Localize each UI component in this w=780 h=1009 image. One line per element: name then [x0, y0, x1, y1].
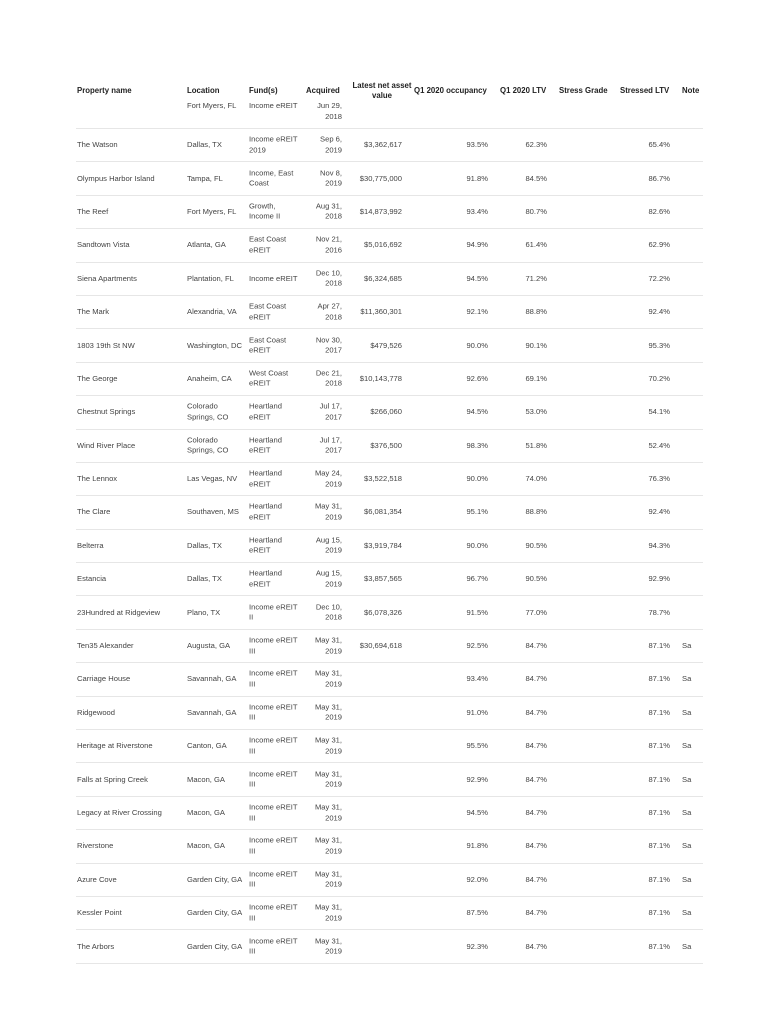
acquired-cell: May 31, 2019: [314, 835, 342, 856]
stressed-ltv-cell: 62.9%: [648, 240, 670, 250]
net-asset-value-cell: $10,143,778: [359, 373, 402, 383]
stressed-ltv-cell: 95.3%: [648, 340, 670, 350]
net-asset-value-cell: $14,873,992: [359, 206, 402, 216]
header-stress-grade: Stress Grade: [559, 86, 608, 95]
stressed-ltv-cell: 94.3%: [648, 540, 670, 550]
acquired-cell: Jul 17, 2017: [319, 401, 342, 422]
note-cell: Sa: [682, 740, 692, 750]
property-name-cell: Legacy at River Crossing: [77, 807, 162, 817]
stressed-ltv-cell: 92.4%: [648, 507, 670, 517]
occupancy-cell: 91.8%: [466, 841, 488, 851]
property-name-cell: Estancia: [77, 574, 107, 584]
note-cell: Sa: [682, 874, 692, 884]
acquired-cell: Jun 29, 2018: [317, 101, 342, 121]
table-row: [76, 596, 703, 629]
table-row: [76, 162, 703, 195]
funds-cell: Income eREIT III: [249, 869, 298, 889]
property-name-cell: Ten35 Alexander: [77, 640, 134, 650]
ltv-cell: 84.7%: [525, 774, 547, 784]
ltv-cell: 80.7%: [525, 206, 547, 216]
table-row: [76, 797, 703, 830]
occupancy-cell: 87.5%: [466, 907, 488, 917]
ltv-cell: 84.7%: [525, 941, 547, 951]
location-cell: Fort Myers, FL: [187, 206, 237, 216]
location-cell: Southaven, MS: [187, 507, 239, 517]
occupancy-cell: 93.4%: [466, 206, 488, 216]
net-asset-value-cell: $266,060: [370, 407, 402, 417]
acquired-cell: May 31, 2019: [314, 501, 342, 522]
funds-cell: Income eREIT II: [249, 602, 298, 622]
table-row: [76, 730, 703, 763]
occupancy-cell: 92.5%: [466, 640, 488, 650]
funds-cell: Income eREIT III: [249, 668, 298, 689]
table-row: [76, 563, 703, 596]
funds-cell: Income eREIT III: [249, 802, 298, 822]
header-occupancy: Q1 2020 occupancy: [414, 86, 487, 95]
ltv-cell: 90.5%: [525, 574, 547, 584]
net-asset-value-cell: $11,360,301: [360, 306, 402, 316]
stressed-ltv-cell: 87.1%: [648, 740, 670, 750]
net-asset-value-cell: $6,078,326: [363, 607, 402, 617]
property-name-cell: Siena Apartments: [77, 273, 137, 283]
occupancy-cell: 93.4%: [466, 674, 488, 684]
location-cell: Tampa, FL: [187, 173, 223, 183]
property-name-cell: Sandtown Vista: [77, 240, 130, 250]
net-asset-value-cell: $30,775,000: [359, 173, 402, 183]
note-cell: Sa: [682, 640, 692, 650]
location-cell: Las Vegas, NV: [187, 473, 238, 483]
table-row: [76, 830, 703, 863]
ltv-cell: 84.7%: [525, 807, 547, 817]
table-row: [76, 196, 703, 229]
acquired-cell: Aug 31, 2018: [315, 201, 342, 221]
property-name-cell: The George: [77, 373, 118, 383]
acquired-cell: Nov 30, 2017: [315, 335, 342, 355]
header-net-asset-value: Latest net asset value: [352, 81, 412, 100]
funds-cell: Income eREIT III: [249, 902, 298, 923]
table-row: [76, 630, 703, 663]
stressed-ltv-cell: 87.1%: [648, 874, 670, 884]
location-cell: Macon, GA: [187, 774, 225, 784]
property-name-cell: The Arbors: [77, 941, 115, 951]
ltv-cell: 84.7%: [525, 674, 547, 684]
stressed-ltv-cell: 52.4%: [648, 440, 670, 450]
location-cell: Plano, TX: [187, 607, 221, 617]
funds-cell: Income, East Coast: [249, 168, 294, 188]
stressed-ltv-cell: 92.9%: [648, 574, 670, 584]
table-row: [76, 697, 703, 730]
acquired-cell: Dec 10, 2018: [315, 268, 342, 288]
table-row: [76, 530, 703, 563]
occupancy-cell: 95.1%: [466, 507, 488, 517]
location-cell: Savannah, GA: [187, 707, 237, 717]
stressed-ltv-cell: 87.1%: [648, 941, 670, 951]
property-name-cell: 23Hundred at Ridgeview: [77, 607, 161, 617]
occupancy-cell: 94.5%: [466, 407, 488, 417]
stressed-ltv-cell: 87.1%: [648, 841, 670, 851]
occupancy-cell: 92.0%: [466, 874, 488, 884]
note-cell: Sa: [682, 774, 692, 784]
header-note: Note: [682, 86, 700, 95]
funds-cell: Heartland eREIT: [249, 401, 282, 422]
property-name-cell: The Mark: [77, 306, 110, 316]
location-cell: Augusta, GA: [187, 640, 231, 650]
ltv-cell: 71.2%: [525, 273, 547, 283]
stressed-ltv-cell: 87.1%: [648, 774, 670, 784]
funds-cell: East Coast eREIT: [249, 335, 287, 355]
header-ltv: Q1 2020 LTV: [500, 86, 547, 95]
note-cell: Sa: [682, 674, 692, 684]
location-cell: Garden City, GA: [187, 874, 243, 884]
table-row: [76, 864, 703, 897]
acquired-cell: Nov 21, 2016: [315, 234, 342, 255]
property-name-cell: Kessler Point: [77, 907, 122, 917]
occupancy-cell: 90.0%: [466, 473, 488, 483]
ltv-cell: 88.8%: [525, 306, 547, 316]
location-cell: Washington, DC: [187, 340, 243, 350]
ltv-cell: 51.8%: [525, 440, 547, 450]
occupancy-cell: 94.9%: [466, 240, 488, 250]
property-name-cell: Riverstone: [77, 841, 114, 851]
property-table: [76, 73, 703, 964]
funds-cell: East Coast eREIT: [249, 234, 287, 255]
table-row: [76, 296, 703, 329]
property-name-cell: Azure Cove: [77, 874, 117, 884]
table-row: [76, 263, 703, 296]
location-cell: Macon, GA: [187, 841, 225, 851]
table-row: [76, 496, 703, 529]
acquired-cell: Nov 8, 2019: [320, 168, 342, 188]
funds-cell: Income eREIT III: [249, 702, 298, 722]
location-cell: Dallas, TX: [187, 540, 222, 550]
funds-cell: Heartland eREIT: [249, 501, 282, 522]
net-asset-value-cell: $376,500: [370, 440, 402, 450]
table-row: [76, 463, 703, 496]
funds-cell: Income eREIT III: [249, 735, 298, 756]
net-asset-value-cell: $3,919,784: [363, 540, 402, 550]
stressed-ltv-cell: 87.1%: [648, 674, 670, 684]
ltv-cell: 53.0%: [525, 407, 547, 417]
stressed-ltv-cell: 87.1%: [648, 707, 670, 717]
occupancy-cell: 93.5%: [466, 139, 488, 149]
acquired-cell: May 24, 2019: [314, 468, 342, 489]
stressed-ltv-cell: 87.1%: [648, 807, 670, 817]
occupancy-cell: 90.0%: [466, 540, 488, 550]
location-cell: Colorado Springs, CO: [187, 401, 229, 422]
occupancy-cell: 91.5%: [466, 607, 488, 617]
table-row: [76, 763, 703, 796]
net-asset-value-cell: $479,526: [370, 340, 402, 350]
location-cell: Fort Myers, FL: [187, 101, 237, 110]
net-asset-value-cell: $3,857,565: [363, 574, 402, 584]
location-cell: Atlanta, GA: [187, 240, 226, 250]
ltv-cell: 84.7%: [525, 640, 547, 650]
funds-cell: Heartland eREIT: [249, 435, 282, 455]
property-name-cell: The Reef: [77, 206, 109, 216]
acquired-cell: May 31, 2019: [314, 936, 342, 956]
ltv-cell: 77.0%: [525, 607, 547, 617]
location-cell: Canton, GA: [187, 740, 227, 750]
header-acquired: Acquired: [306, 86, 340, 95]
acquired-cell: May 31, 2019: [314, 869, 342, 889]
property-name-cell: 1803 19th St NW: [77, 340, 135, 350]
net-asset-value-cell: $3,522,518: [363, 473, 402, 483]
net-asset-value-cell: $6,324,685: [363, 273, 402, 283]
occupancy-cell: 92.9%: [466, 774, 488, 784]
funds-cell: Growth, Income II: [249, 201, 281, 221]
occupancy-cell: 91.0%: [466, 707, 488, 717]
stressed-ltv-cell: 86.7%: [648, 173, 670, 183]
ltv-cell: 69.1%: [525, 373, 547, 383]
table-header: [76, 73, 703, 99]
occupancy-cell: 96.7%: [466, 574, 488, 584]
ltv-cell: 90.1%: [525, 340, 547, 350]
header-stressed-ltv: Stressed LTV: [620, 86, 670, 95]
occupancy-cell: 91.8%: [466, 173, 488, 183]
funds-cell: Income eREIT 2019: [249, 134, 298, 155]
property-name-cell: Chestnut Springs: [77, 407, 136, 417]
property-name-cell: Carriage House: [77, 674, 131, 684]
acquired-cell: Sep 6, 2019: [320, 134, 342, 155]
stressed-ltv-cell: 65.4%: [648, 139, 670, 149]
property-name-cell: The Watson: [77, 139, 118, 149]
acquired-cell: May 31, 2019: [314, 802, 342, 822]
occupancy-cell: 94.5%: [466, 807, 488, 817]
acquired-cell: Apr 27, 2018: [317, 301, 342, 322]
acquired-cell: Aug 15, 2019: [315, 568, 342, 589]
location-cell: Alexandria, VA: [187, 306, 237, 316]
property-name-cell: The Clare: [77, 507, 111, 517]
table-row: [76, 663, 703, 696]
ltv-cell: 61.4%: [525, 240, 547, 250]
ltv-cell: 74.0%: [525, 473, 547, 483]
note-cell: Sa: [682, 841, 692, 851]
ltv-cell: 62.3%: [525, 139, 547, 149]
occupancy-cell: 98.3%: [466, 440, 488, 450]
location-cell: Dallas, TX: [187, 574, 222, 584]
occupancy-cell: 95.5%: [466, 740, 488, 750]
table-row: [76, 396, 703, 429]
funds-cell: Income eREIT III: [249, 835, 298, 856]
location-cell: Macon, GA: [187, 807, 225, 817]
header-property-name: Property name: [77, 86, 132, 95]
stressed-ltv-cell: 87.1%: [648, 640, 670, 650]
ltv-cell: 88.8%: [525, 507, 547, 517]
stressed-ltv-cell: 82.6%: [648, 206, 670, 216]
table-row: [76, 363, 703, 396]
table-row: [76, 99, 703, 129]
funds-cell: West Coast eREIT: [249, 368, 289, 388]
net-asset-value-cell: $3,362,617: [363, 139, 402, 149]
property-name-cell: The Lennox: [77, 473, 118, 483]
acquired-cell: May 31, 2019: [314, 769, 342, 789]
occupancy-cell: 92.3%: [466, 941, 488, 951]
ltv-cell: 84.7%: [525, 707, 547, 717]
table-row: [76, 930, 703, 963]
stressed-ltv-cell: 76.3%: [648, 473, 670, 483]
note-cell: Sa: [682, 907, 692, 917]
property-name-cell: Wind River Place: [77, 440, 136, 450]
property-name-cell: Ridgewood: [77, 707, 115, 717]
funds-cell: Heartland eREIT: [249, 535, 282, 555]
location-cell: Savannah, GA: [187, 674, 237, 684]
occupancy-cell: 90.0%: [466, 340, 488, 350]
acquired-cell: May 31, 2019: [314, 668, 342, 689]
location-cell: Garden City, GA: [187, 941, 243, 951]
funds-cell: Income eREIT III: [249, 769, 298, 789]
table-row: [76, 897, 703, 930]
acquired-cell: May 31, 2019: [314, 902, 342, 923]
ltv-cell: 84.7%: [525, 841, 547, 851]
funds-cell: Heartland eREIT: [249, 468, 282, 489]
header-location: Location: [187, 86, 220, 95]
location-cell: Dallas, TX: [187, 139, 222, 149]
header-funds: Fund(s): [249, 86, 278, 95]
acquired-cell: Dec 10, 2018: [315, 602, 342, 622]
location-cell: Plantation, FL: [187, 273, 234, 283]
table-body: [76, 99, 703, 964]
occupancy-cell: 92.6%: [466, 373, 488, 383]
ltv-cell: 84.7%: [525, 874, 547, 884]
stressed-ltv-cell: 70.2%: [648, 373, 670, 383]
stressed-ltv-cell: 54.1%: [648, 407, 670, 417]
ltv-cell: 84.7%: [525, 740, 547, 750]
stressed-ltv-cell: 87.1%: [648, 907, 670, 917]
note-cell: Sa: [682, 941, 692, 951]
stressed-ltv-cell: 92.4%: [648, 306, 670, 316]
occupancy-cell: 94.5%: [466, 273, 488, 283]
acquired-cell: Jul 17, 2017: [319, 435, 342, 455]
funds-cell: Income eREIT: [249, 273, 298, 283]
table-row: [76, 129, 703, 162]
ltv-cell: 84.5%: [525, 173, 547, 183]
ltv-cell: 90.5%: [525, 540, 547, 550]
occupancy-cell: 92.1%: [466, 306, 488, 316]
location-cell: Colorado Springs, CO: [187, 435, 229, 455]
acquired-cell: May 31, 2019: [314, 635, 342, 656]
funds-cell: Income eREIT: [249, 101, 298, 110]
funds-cell: East Coast eREIT: [249, 301, 287, 322]
acquired-cell: May 31, 2019: [314, 702, 342, 722]
acquired-cell: May 31, 2019: [314, 735, 342, 756]
acquired-cell: Dec 21, 2018: [315, 368, 342, 388]
table-row: [76, 430, 703, 463]
note-cell: Sa: [682, 807, 692, 817]
funds-cell: Income eREIT III: [249, 936, 298, 956]
table-row: [76, 229, 703, 262]
acquired-cell: Aug 15, 2019: [315, 535, 342, 555]
net-asset-value-cell: $30,694,618: [359, 640, 402, 650]
funds-cell: Income eREIT III: [249, 635, 298, 656]
property-name-cell: Heritage at Riverstone: [77, 740, 153, 750]
note-cell: Sa: [682, 707, 692, 717]
property-name-cell: Falls at Spring Creek: [77, 774, 148, 784]
location-cell: Garden City, GA: [187, 907, 243, 917]
stressed-ltv-cell: 78.7%: [648, 607, 670, 617]
net-asset-value-cell: $6,081,354: [363, 507, 402, 517]
table-row: [76, 329, 703, 362]
stressed-ltv-cell: 72.2%: [648, 273, 670, 283]
property-name-cell: Belterra: [77, 540, 104, 550]
property-name-cell: Olympus Harbor Island: [77, 173, 155, 183]
net-asset-value-cell: $5,016,692: [363, 240, 402, 250]
funds-cell: Heartland eREIT: [249, 568, 282, 589]
ltv-cell: 84.7%: [525, 907, 547, 917]
location-cell: Anaheim, CA: [187, 373, 232, 383]
